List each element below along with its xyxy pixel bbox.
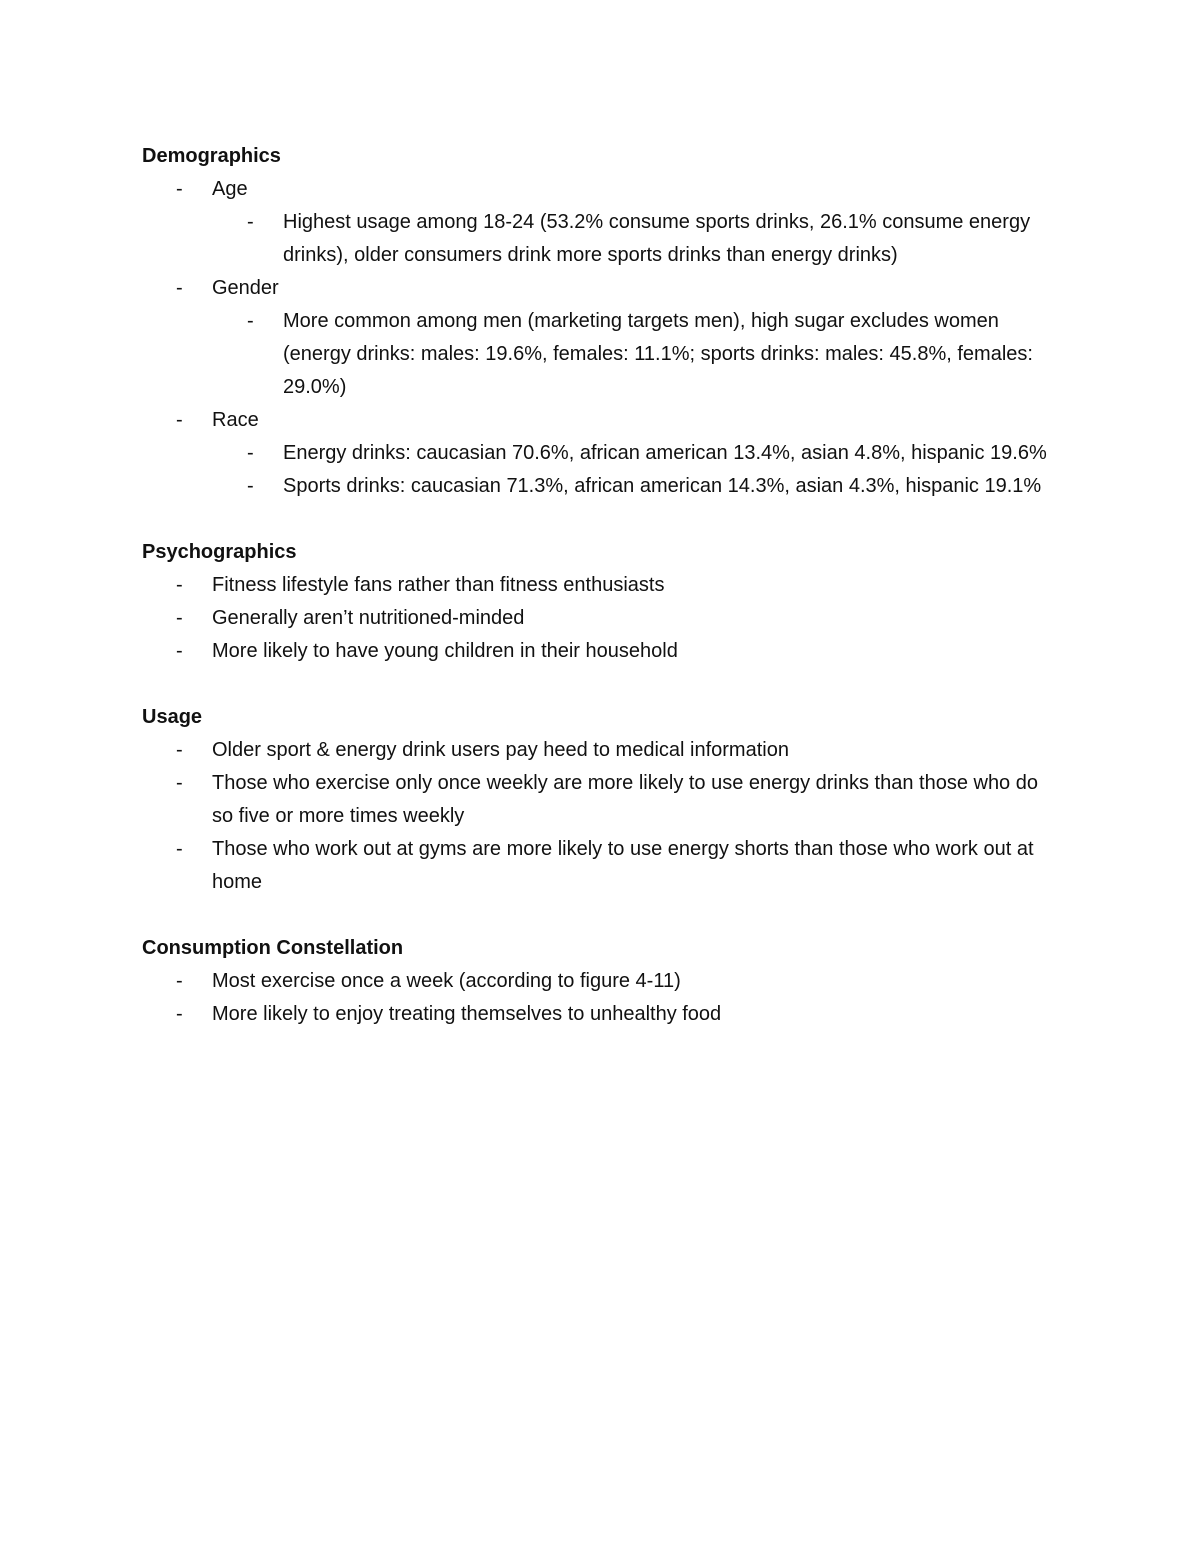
bullet-dash: - [176, 178, 183, 200]
bullet-dash: - [176, 970, 183, 992]
section-heading: Consumption Constellation [142, 937, 404, 959]
section-psychographics [142, 536, 1062, 668]
section-usage [142, 701, 1062, 899]
list-item-text: Generally aren’t nutritioned-minded [212, 607, 525, 629]
bullet-dash: - [247, 211, 254, 233]
list-item [142, 305, 1062, 404]
document-page [142, 140, 1062, 1031]
list-item [142, 767, 1062, 833]
bullet-dash: - [176, 838, 183, 860]
bullet-dash: - [247, 442, 254, 464]
bullet-dash: - [247, 310, 254, 332]
bullet-dash: - [176, 1003, 183, 1025]
list-item-text: Most exercise once a week (according to figure 4-11) [212, 970, 681, 992]
list-item [142, 272, 1062, 305]
list-item-text: More common among men (marketing targets men), high sugar excludes women (energy drinks: males: 19.6%, females: 11.1%; sports drinks: males: 45.8%, females: 29.0%) [283, 310, 1033, 398]
list-item-text: More likely to have young children in their household [212, 640, 678, 662]
list-item [142, 734, 1062, 767]
bullet-dash: - [176, 607, 183, 629]
bullet-dash: - [176, 574, 183, 596]
section-heading: Psychographics [142, 541, 297, 563]
list-item [142, 404, 1062, 437]
list-item-text: Fitness lifestyle fans rather than fitness enthusiasts [212, 574, 665, 596]
list-item-text: Energy drinks: caucasian 70.6%, african american 13.4%, asian 4.8%, hispanic 19.6% [283, 442, 1047, 464]
list-item [142, 569, 1062, 602]
section-heading: Demographics [142, 145, 281, 167]
bullet-dash: - [176, 739, 183, 761]
section-consumption-constellation [142, 932, 1062, 1031]
list-item-text: Older sport & energy drink users pay heed to medical information [212, 739, 789, 761]
list-item [142, 206, 1062, 272]
list-item [142, 998, 1062, 1031]
list-item [142, 833, 1062, 899]
list-item-text: Highest usage among 18-24 (53.2% consume sports drinks, 26.1% consume energy drinks), older consumers drink more sports drinks than energy drinks) [283, 211, 1031, 266]
bullet-dash: - [176, 772, 183, 794]
list-item [142, 965, 1062, 998]
bullet-dash: - [176, 640, 183, 662]
list-item-text: Those who exercise only once weekly are more likely to use energy drinks than those who do so five or more times weekly [212, 772, 1038, 827]
bullet-dash: - [176, 409, 183, 431]
list-item-text: Age [212, 178, 248, 200]
list-item [142, 173, 1062, 206]
list-item [142, 437, 1062, 470]
bullet-dash: - [247, 475, 254, 497]
list-item-text: Gender [212, 277, 279, 299]
bullet-dash: - [176, 277, 183, 299]
list-item [142, 602, 1062, 635]
list-item-text: More likely to enjoy treating themselves to unhealthy food [212, 1003, 722, 1025]
list-item-text: Those who work out at gyms are more likely to use energy shorts than those who work out at home [212, 838, 1034, 893]
list-item [142, 635, 1062, 668]
section-demographics [142, 140, 1062, 503]
list-item-text: Sports drinks: caucasian 71.3%, african american 14.3%, asian 4.3%, hispanic 19.1% [283, 475, 1042, 497]
section-heading: Usage [142, 706, 203, 728]
list-item [142, 470, 1062, 503]
list-item-text: Race [212, 409, 259, 431]
